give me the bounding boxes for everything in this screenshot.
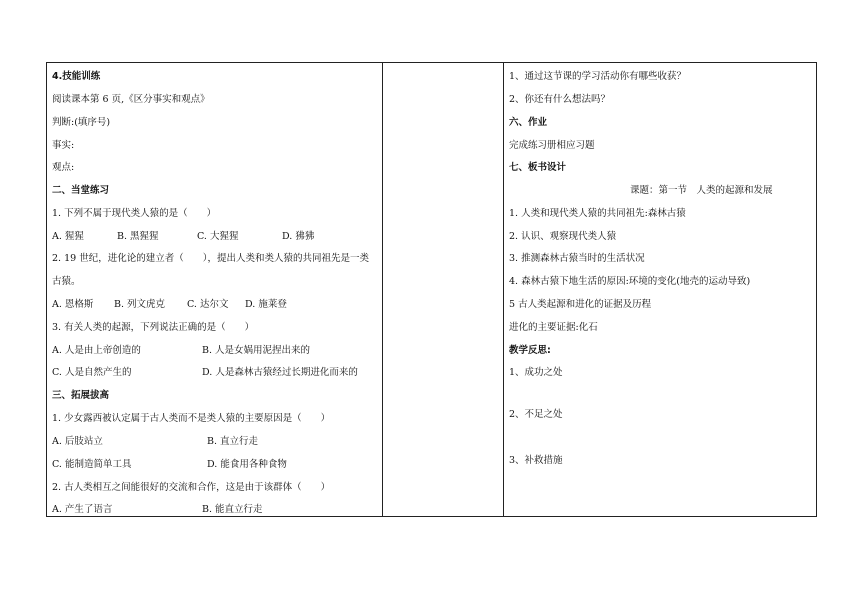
board-point-evidence: 进化的主要证据:化石 xyxy=(509,322,598,333)
option: A. 人是由上帝创造的 xyxy=(52,345,141,356)
homework-text: 完成练习册相应习题 xyxy=(509,140,595,151)
option: C. 大猩猩 xyxy=(197,231,239,242)
reflection-remedies: 3、补救措施 xyxy=(509,455,563,466)
option: A. 猩猩 xyxy=(52,231,84,242)
section-heading-practice: 二、当堂练习 xyxy=(52,185,110,196)
option: D. 能食用各种食物 xyxy=(207,459,287,470)
board-topic: 课题：第一节 人类的起源和发展 xyxy=(630,185,773,196)
expand-question-2: 2. 古人类相互之间能很好的交流和合作，这是由于该群体（ ） xyxy=(52,482,331,493)
section-heading-expand: 三、拓展拔高 xyxy=(52,390,110,401)
question-2: 2. 19 世纪，进化论的建立者（ ），提出人类和类人猿的共同祖先是一类 xyxy=(52,253,369,264)
board-point-2: 2. 认识、观察现代类人猿 xyxy=(509,231,617,242)
fact-label: 事实: xyxy=(52,140,75,151)
question-2-continued: 古猿。 xyxy=(52,276,81,287)
board-point-5: 5 古人类起源和进化的证据及历程 xyxy=(509,299,652,310)
question-1: 1. 下列不属于现代类人猿的是（ ） xyxy=(52,208,217,219)
column-divider xyxy=(503,63,504,516)
option: A. 恩格斯 xyxy=(52,299,94,310)
board-point-3: 3. 推测森林古猿当时的生活状况 xyxy=(509,253,645,264)
board-point-1: 1. 人类和现代类人猿的共同祖先:森林古猿 xyxy=(509,208,686,219)
option: D. 人是森林古猿经过长期进化而来的 xyxy=(202,367,358,378)
option: A. 产生了语言 xyxy=(52,504,113,515)
option: D. 施莱登 xyxy=(245,299,287,310)
option: A. 后肢站立 xyxy=(52,436,103,447)
column-divider xyxy=(382,63,383,516)
question-3: 3. 有关人类的起源，下列说法正确的是（ ） xyxy=(52,322,255,333)
reflection-question-1: 1、通过这节课的学习活动你有哪些收获？ xyxy=(509,71,687,82)
board-point-4: 4. 森林古猿下地生活的原因:环境的变化(地壳的运动导致) xyxy=(509,276,751,287)
reflection-shortcomings: 2、不足之处 xyxy=(509,409,563,420)
option: B. 直立行走 xyxy=(207,436,259,447)
expand-question-1: 1. 少女露西被认定属于古人类而不是类人猿的主要原因是（ ） xyxy=(52,413,331,424)
judge-prompt: 判断:(填序号) xyxy=(52,117,111,128)
lesson-plan-table xyxy=(46,62,817,517)
reflection-question-2: 2、你还有什么想法吗？ xyxy=(509,94,611,105)
option: B. 人是女娲用泥捏出来的 xyxy=(202,345,311,356)
option: B. 列文虎克 xyxy=(114,299,166,310)
section-heading-homework: 六、作业 xyxy=(509,117,548,128)
view-label: 观点: xyxy=(52,162,75,173)
option: C. 能制造简单工具 xyxy=(52,459,132,470)
option: C. 达尔文 xyxy=(187,299,229,310)
option: B. 能直立行走 xyxy=(202,504,263,515)
reading-instruction: 阅读课本第 6 页,《区分事实和观点》 xyxy=(52,94,210,105)
option: B. 黑猩猩 xyxy=(117,231,159,242)
reflection-success: 1、成功之处 xyxy=(509,367,563,378)
section-heading-board: 七、板书设计 xyxy=(509,162,567,173)
option: C. 人是自然产生的 xyxy=(52,367,132,378)
option: D. 狒狒 xyxy=(282,231,315,242)
section-heading-skill: 4.技能训练 xyxy=(52,71,101,82)
section-heading-reflection: 教学反思: xyxy=(509,345,551,356)
